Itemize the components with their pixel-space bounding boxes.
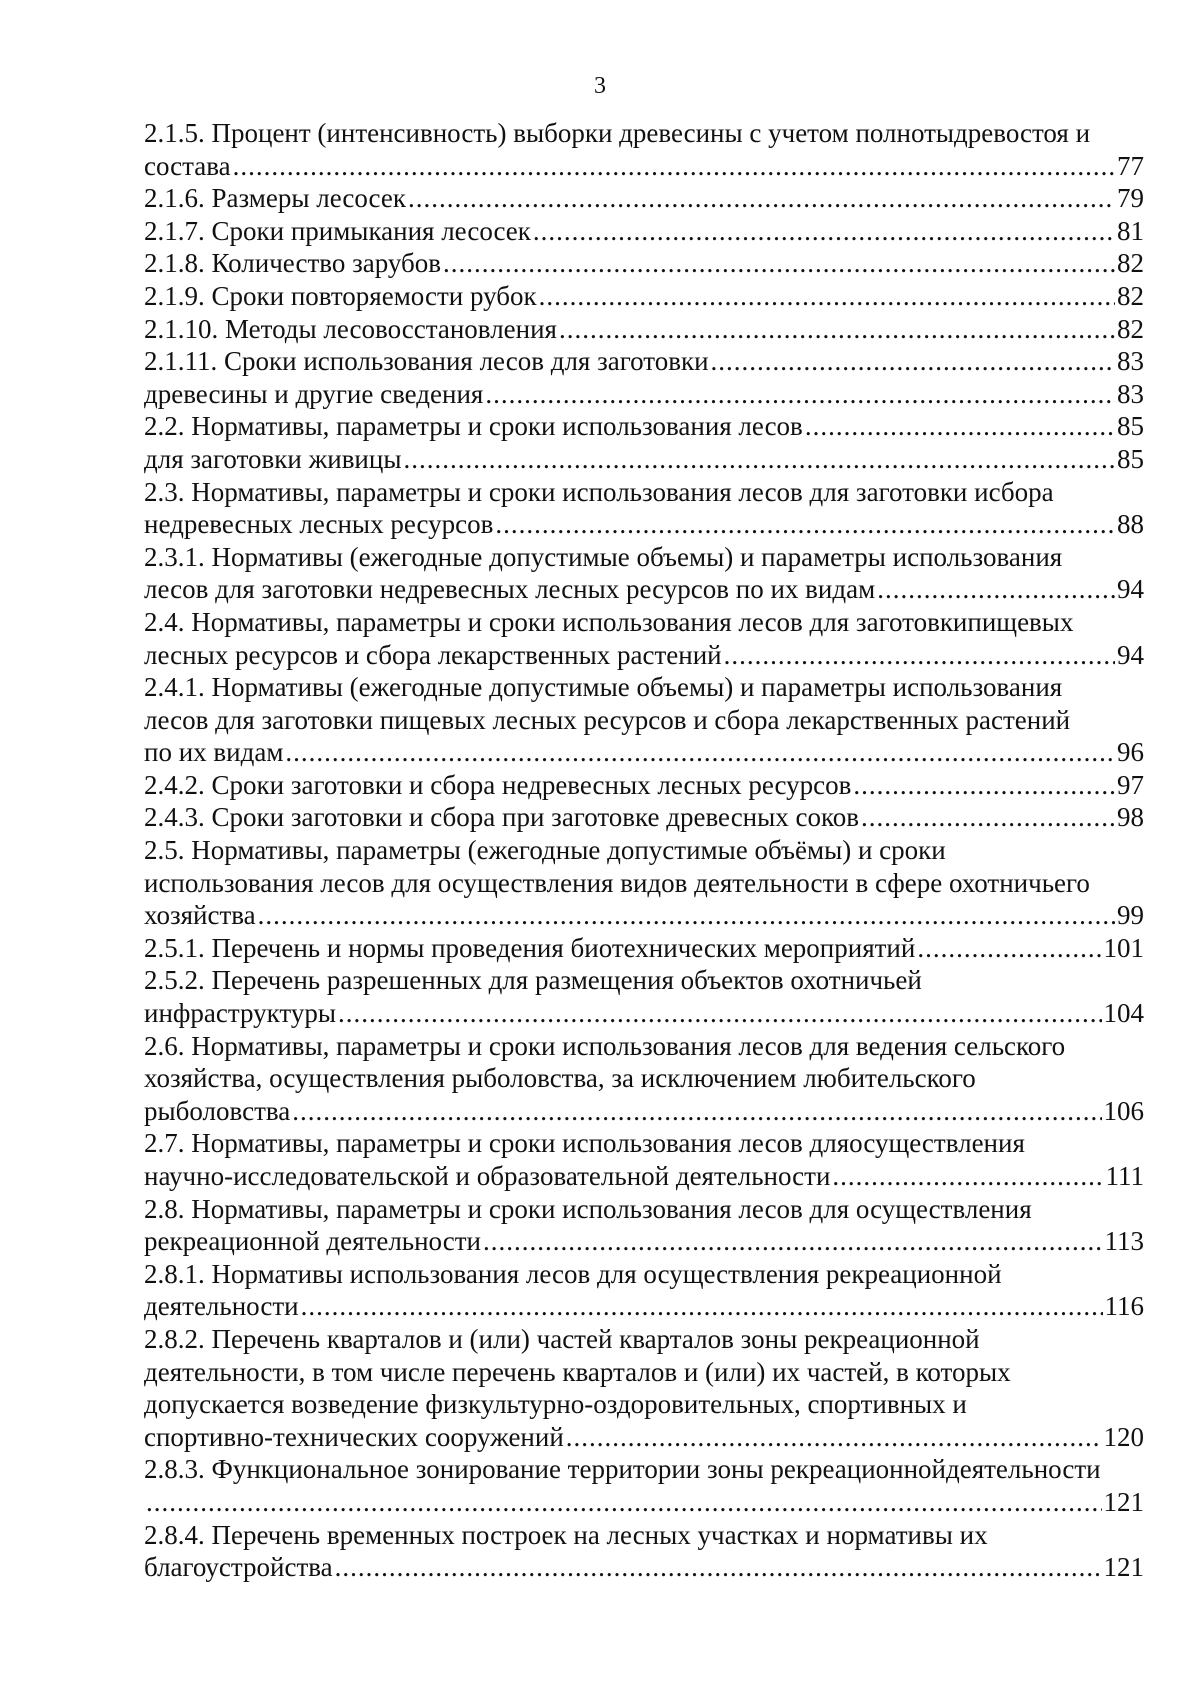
toc-entry[interactable] <box>144 182 1144 215</box>
toc-entry-page: 111 <box>1105 1161 1144 1191</box>
toc-entry-page: 83 <box>1117 346 1144 377</box>
toc-entry[interactable] <box>144 834 1144 932</box>
toc-entry-leader-line <box>144 1160 1144 1193</box>
toc-entry-leader-line <box>144 378 1144 411</box>
toc-entry-page: 82 <box>1117 313 1144 344</box>
dot-leader <box>285 736 1115 769</box>
toc-entry[interactable] <box>144 345 1144 378</box>
toc-entry-page: 81 <box>1117 215 1144 246</box>
toc-entry[interactable] <box>144 606 1144 671</box>
table-of-contents <box>144 117 1144 1584</box>
toc-entry-line: 2.7. Нормативы, параметры и сроки использования лесов дляосуществления <box>144 1128 1025 1159</box>
toc-entry-line: использования лесов для осуществления видов деятельности в сфере охотничьего <box>144 867 1090 898</box>
toc-entry-leader-line <box>144 769 1144 802</box>
toc-entry-line: 2.3.1. Нормативы (ежегодные допустимые объемы) и параметры использования <box>144 541 1063 572</box>
dot-leader <box>403 443 1115 476</box>
toc-entry-page: 120 <box>1103 1421 1144 1452</box>
dot-leader <box>861 801 1115 834</box>
dot-leader <box>335 1551 1102 1584</box>
toc-entry-title: 2.4.2. Сроки заготовки и сбора недревесных лесных ресурсов <box>144 769 852 800</box>
toc-entry[interactable] <box>144 1453 1144 1518</box>
toc-entry-leader-line <box>144 1486 1144 1519</box>
toc-entry-page: 97 <box>1117 769 1144 800</box>
toc-entry-leader-line <box>144 280 1144 313</box>
toc-entry[interactable] <box>144 671 1144 769</box>
dot-leader <box>724 639 1115 672</box>
toc-entry-page: 99 <box>1117 900 1144 931</box>
toc-entry-leader-line <box>144 150 1144 183</box>
toc-entry-leader-line <box>144 1290 1144 1323</box>
dot-leader <box>832 1160 1103 1193</box>
dot-leader <box>301 1290 1103 1323</box>
toc-entry-page: 101 <box>1103 932 1144 963</box>
toc-entry-page: 77 <box>1117 150 1144 181</box>
toc-entry-title: для заготовки живицы <box>144 443 402 474</box>
toc-entry-line: допускается возведение физкультурно-оздоровительных, спортивных и <box>144 1389 967 1420</box>
toc-entry-line: 2.8. Нормативы, параметры и сроки использования лесов для осуществления <box>144 1193 1032 1224</box>
toc-entry-title: 2.1.11. Сроки использования лесов для заготовки <box>144 346 709 377</box>
toc-entry-title: древесины и другие сведения <box>144 378 484 409</box>
toc-entry-leader-line <box>144 801 1144 834</box>
toc-entry-title: 2.4.3. Сроки заготовки и сбора при заготовке древесных соков <box>144 802 859 833</box>
toc-entry[interactable] <box>144 541 1144 606</box>
page-number: 3 <box>594 73 606 99</box>
toc-entry-title: благоустройства <box>144 1552 333 1583</box>
dot-leader <box>258 899 1115 932</box>
toc-entry[interactable] <box>144 964 1144 1029</box>
toc-entry-line: 2.4. Нормативы, параметры и сроки использования лесов для заготовкипищевых <box>144 606 1074 637</box>
dot-leader <box>338 997 1102 1030</box>
toc-entry-line: 2.8.2. Перечень кварталов и (или) частей кварталов зоны рекреационной <box>144 1323 980 1354</box>
toc-entry[interactable] <box>144 247 1144 280</box>
dot-leader <box>485 378 1115 411</box>
toc-entry-title: 2.1.7. Сроки примыкания лесосек <box>144 215 531 246</box>
toc-entry[interactable] <box>144 769 1144 802</box>
toc-entry-title: спортивно-технических сооружений <box>144 1421 564 1452</box>
toc-entry-title: рекреационной деятельности <box>144 1226 481 1257</box>
toc-entry[interactable] <box>144 443 1144 476</box>
toc-entry-title: деятельности <box>144 1291 299 1322</box>
dot-leader <box>443 247 1115 280</box>
toc-entry-page: 94 <box>1117 574 1144 605</box>
toc-entry-leader-line <box>144 508 1144 541</box>
toc-entry-title: рыболовства <box>144 1095 291 1126</box>
toc-entry-page: 85 <box>1117 443 1144 474</box>
toc-entry[interactable] <box>144 1323 1144 1453</box>
toc-entry-leader-line <box>144 345 1144 378</box>
toc-entry-line: 2.3. Нормативы, параметры и сроки использования лесов для заготовки исбора <box>144 476 1054 507</box>
toc-entry-page: 104 <box>1103 998 1144 1029</box>
toc-entry-page: 82 <box>1117 280 1144 311</box>
toc-entry-title: 2.1.9. Сроки повторяемости рубок <box>144 280 537 311</box>
dot-leader <box>146 1486 1102 1519</box>
toc-entry-line: 2.4.1. Нормативы (ежегодные допустимые объемы) и параметры использования <box>144 672 1063 703</box>
toc-entry-page: 116 <box>1104 1291 1144 1322</box>
toc-entry-title: 2.2. Нормативы, параметры и сроки использования лесов <box>144 411 803 442</box>
toc-entry[interactable] <box>144 1030 1144 1128</box>
toc-entry-page: 106 <box>1103 1095 1144 1126</box>
toc-entry-title: научно-исследовательской и образовательной деятельности <box>144 1161 831 1191</box>
dot-leader <box>533 215 1115 248</box>
toc-entry-page: 98 <box>1117 802 1144 833</box>
toc-entry-page: 83 <box>1117 378 1144 409</box>
dot-leader <box>853 769 1115 802</box>
toc-entry-leader-line <box>144 1551 1144 1584</box>
dot-leader <box>566 1421 1102 1454</box>
toc-entry-title: недревесных лесных ресурсов <box>144 509 494 540</box>
toc-entry[interactable] <box>144 1127 1144 1192</box>
toc-entry[interactable] <box>144 1193 1144 1258</box>
toc-entry-leader-line <box>144 313 1144 346</box>
toc-entry[interactable] <box>144 476 1144 541</box>
dot-leader <box>805 410 1115 443</box>
toc-entry-leader-line <box>144 410 1144 443</box>
toc-entry-leader-line <box>144 215 1144 248</box>
toc-entry-title: по их видам <box>144 737 284 768</box>
toc-entry-title: 2.1.10. Методы лесовосстановления <box>144 313 557 344</box>
toc-entry-page: 79 <box>1117 183 1144 214</box>
dot-leader <box>292 1095 1101 1128</box>
toc-entry-title: 2.5.1. Перечень и нормы проведения биотехнических мероприятий <box>144 932 916 963</box>
toc-entry-title: состава <box>144 150 231 181</box>
toc-entry-title: 2.1.8. Количество зарубов <box>144 248 441 279</box>
toc-entry-page: 113 <box>1104 1226 1144 1257</box>
toc-entry-page: 82 <box>1117 248 1144 279</box>
dot-leader <box>539 280 1115 313</box>
dot-leader <box>495 508 1115 541</box>
toc-entry-page: 94 <box>1117 639 1144 670</box>
toc-entry[interactable] <box>144 1258 1144 1323</box>
toc-entry-leader-line <box>144 997 1144 1030</box>
toc-entry-line: хозяйства, осуществления рыболовства, за исключением любительского <box>144 1063 976 1094</box>
toc-entry[interactable] <box>144 215 1144 248</box>
toc-entry-page: 96 <box>1117 737 1144 768</box>
toc-entry[interactable] <box>144 410 1144 443</box>
toc-entry[interactable] <box>144 117 1144 182</box>
toc-entry-page: 121 <box>1103 1486 1144 1517</box>
dot-leader <box>408 182 1115 215</box>
dot-leader <box>711 345 1115 378</box>
toc-entry-leader-line <box>144 443 1144 476</box>
toc-entry-title: 2.1.6. Размеры лесосек <box>144 183 406 214</box>
toc-entry-line: 2.5.2. Перечень разрешенных для размещения объектов охотничьей <box>144 965 922 996</box>
toc-entry-leader-line <box>144 1225 1144 1258</box>
dot-leader <box>559 313 1115 346</box>
toc-entry[interactable] <box>144 801 1144 834</box>
toc-entry-line: 2.6. Нормативы, параметры и сроки использования лесов для ведения сельского <box>144 1030 1066 1061</box>
dot-leader <box>233 150 1115 183</box>
toc-entry-title: хозяйства <box>144 900 256 931</box>
toc-entry-title: лесных ресурсов и сбора лекарственных растений <box>144 639 722 670</box>
toc-entry[interactable] <box>144 378 1144 411</box>
toc-entry-leader-line <box>144 736 1144 769</box>
toc-entry-page: 85 <box>1117 411 1144 442</box>
toc-entry-line: лесов для заготовки пищевых лесных ресурсов и сбора лекарственных растений <box>144 704 1071 735</box>
toc-entry-leader-line <box>144 247 1144 280</box>
toc-entry-page: 88 <box>1117 509 1144 540</box>
toc-entry-leader-line <box>144 639 1144 672</box>
toc-entry-line: 2.1.5. Процент (интенсивность) выборки древесины с учетом полнотыдревостоя и <box>144 118 1091 148</box>
toc-entry-leader-line <box>144 1095 1144 1128</box>
toc-entry-title: инфраструктуры <box>144 998 336 1029</box>
toc-entry[interactable] <box>144 280 1144 313</box>
toc-entry-line: деятельности, в том числе перечень кварталов и (или) их частей, в которых <box>144 1356 1011 1387</box>
toc-entry-leader-line <box>144 932 1144 965</box>
toc-entry[interactable] <box>144 1519 1144 1584</box>
toc-entry-line: 2.8.1. Нормативы использования лесов для осуществления рекреационной <box>144 1258 1002 1289</box>
toc-entry-leader-line <box>144 899 1144 932</box>
toc-entry-line: 2.8.4. Перечень временных построек на лесных участках и нормативы их <box>144 1519 988 1550</box>
toc-entry[interactable] <box>144 313 1144 346</box>
toc-entry-leader-line <box>144 182 1144 215</box>
toc-entry[interactable] <box>144 932 1144 965</box>
toc-entry-leader-line <box>144 573 1144 606</box>
toc-entry-title: лесов для заготовки недревесных лесных ресурсов по их видам <box>144 574 876 605</box>
toc-entry-page: 121 <box>1103 1552 1144 1583</box>
dot-leader <box>877 573 1115 606</box>
dot-leader <box>917 932 1101 965</box>
toc-entry-line: 2.5. Нормативы, параметры (ежегодные допустимые объёмы) и сроки <box>144 835 946 866</box>
toc-entry-line: 2.8.3. Функциональное зонирование территории зоны рекреационнойдеятельности <box>144 1454 1101 1485</box>
dot-leader <box>483 1225 1103 1258</box>
toc-entry-leader-line <box>144 1421 1144 1454</box>
